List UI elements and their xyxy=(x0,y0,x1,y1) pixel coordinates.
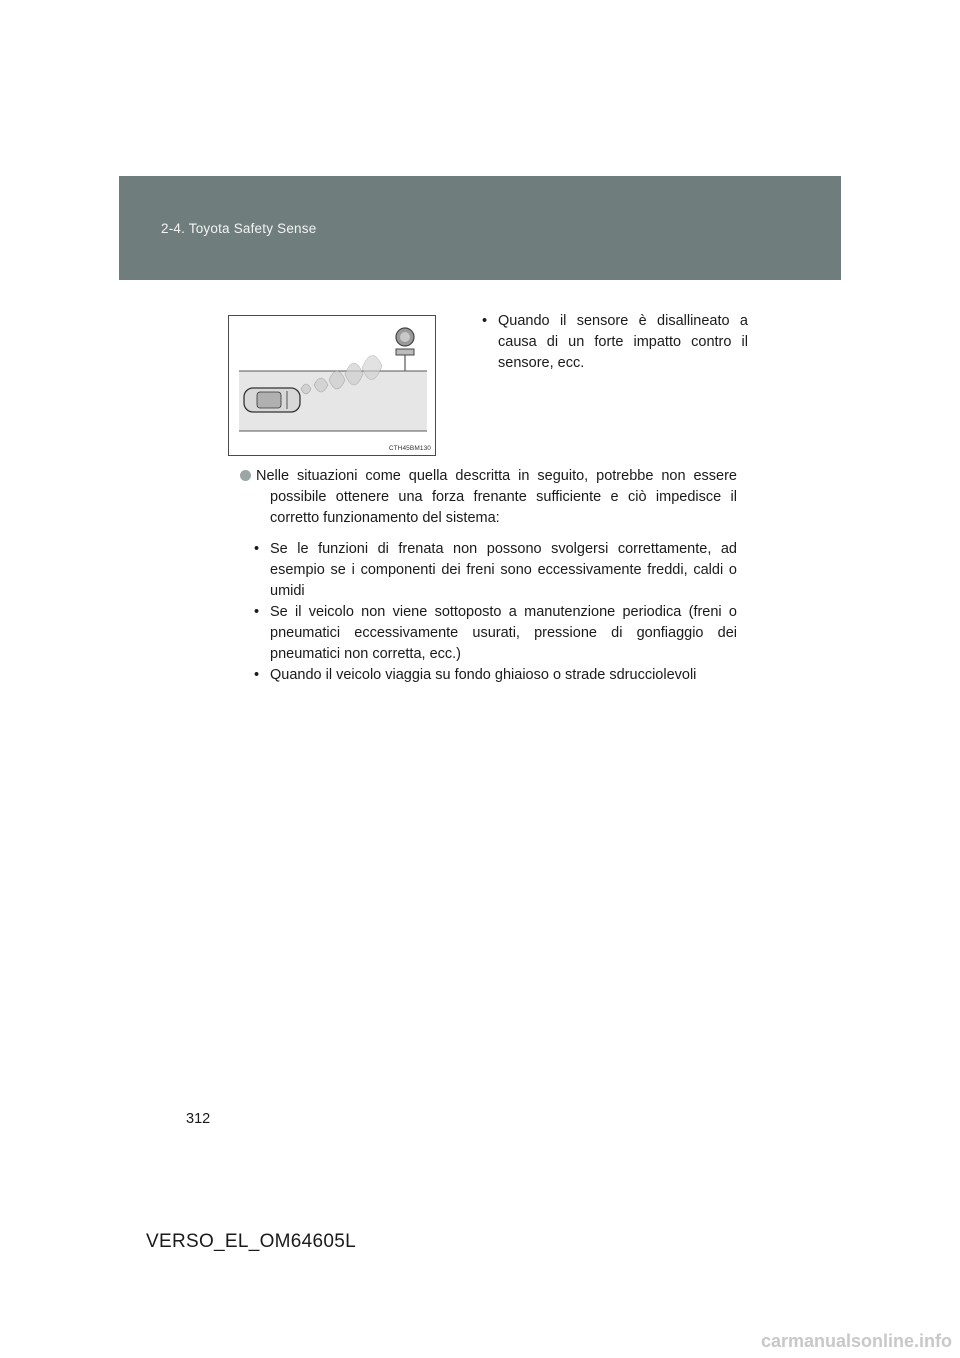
bullet-marker: • xyxy=(254,541,260,557)
bullet-marker: • xyxy=(254,604,260,620)
section-header xyxy=(119,176,841,280)
condition-list xyxy=(240,539,737,686)
page-number: 312 xyxy=(186,1111,211,1127)
sensor-illustration xyxy=(228,315,436,456)
side-bullet xyxy=(480,311,748,374)
car-sensor-icon xyxy=(229,316,435,455)
list-item xyxy=(254,665,737,686)
list-item xyxy=(254,602,737,665)
side-bullet-text: Quando il sensore è disallineato a causa di un forte impatto contro il sensore, ecc. xyxy=(498,313,748,371)
list-item xyxy=(254,539,737,602)
main-content xyxy=(240,466,737,686)
intro-paragraph xyxy=(240,466,737,529)
figure-code: CTH45BM130 xyxy=(388,445,431,452)
watermark: carmanualsonline.info xyxy=(760,1331,952,1351)
section-title: 2-4. Toyota Safety Sense xyxy=(161,221,317,236)
document-code: VERSO_EL_OM64605L xyxy=(146,1231,356,1252)
list-item-text: Se il veicolo non viene sottoposto a manutenzione periodica (freni o pneumatici eccessivamente usurati, pressione di gonfiaggio dei pneumatici non corretta, ecc.) xyxy=(270,604,737,662)
bullet-marker: • xyxy=(482,313,488,329)
intro-text: Nelle situazioni come quella descritta in seguito, potrebbe non essere possibile ottenere una forza frenante sufficiente e ciò impedisce il corretto funzionamento del sistema: xyxy=(256,468,737,526)
circle-bullet-icon xyxy=(240,470,251,481)
list-item-text: Quando il veicolo viaggia su fondo ghiaioso o strade sdrucciolevoli xyxy=(270,667,697,683)
list-item-text: Se le funzioni di frenata non possono svolgersi correttamente, ad esempio se i componenti dei freni sono eccessivamente freddi, caldi o umidi xyxy=(270,541,737,599)
bullet-marker: • xyxy=(254,667,260,683)
